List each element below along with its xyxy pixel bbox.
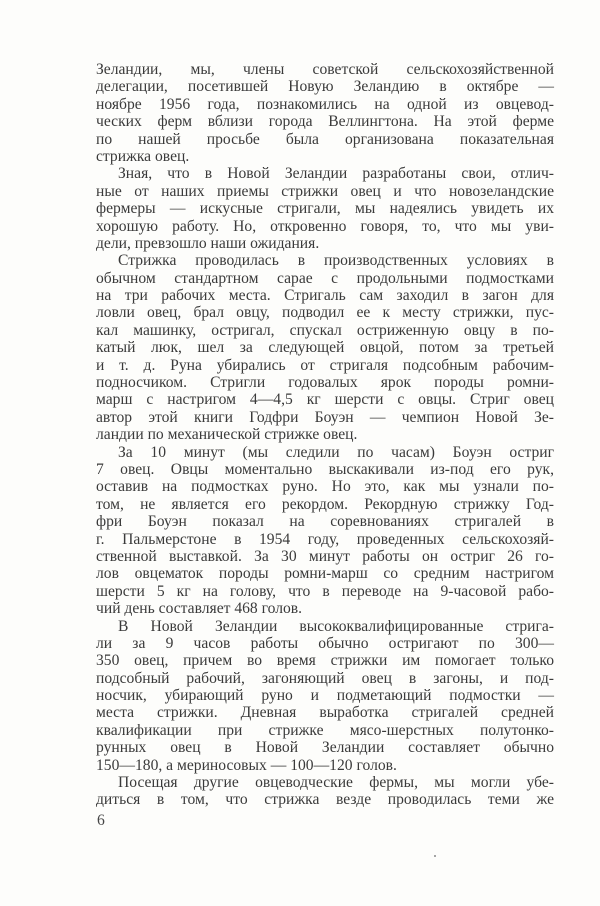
text-line: на три рабочих места. Стригаль сам заходил в загон для (96, 287, 554, 305)
text-line: ловли овец, брал овцу, подводил ее к месту стрижки, пус- (96, 304, 554, 322)
text-line: ландии по механической стрижке овец. (96, 426, 358, 444)
page-body (96, 61, 554, 809)
page-number: 6 (97, 812, 105, 829)
text-line: подносчиком. Стригли годовалых ярок породы ромни- (96, 374, 554, 392)
text-line: обычном стандартном сарае с продольными подмостками (96, 269, 554, 287)
paragraph (96, 618, 554, 775)
text-line: носчик, убирающий руно и подметающий подмостки — (96, 687, 554, 705)
text-line: ственной выставкой. За 30 минут работы он остриг 26 го- (96, 547, 554, 565)
text-line: Зная, что в Новой Зеландии разработаны свои, отлич- (118, 165, 554, 183)
text-line: марш с настригом 4—4,5 кг шерсти с овцы. Стриг овец (96, 391, 554, 409)
text-line: автор этой книги Годфри Боуэн — чемпион Новой Зе- (96, 408, 554, 426)
text-line: подсобный рабочий, загоняющий овец в загоны, и под- (96, 669, 554, 687)
text-line: рунных овец в Новой Зеландии составляет обычно (96, 739, 554, 757)
text-line: лов овцематок породы ромни-марш со средним настригом (96, 565, 554, 583)
text-line: фермеры — искусные стригали, мы надеялись увидеть их (96, 200, 554, 218)
text-line: оставив на подмостках руно. Но это, как мы узнали по- (96, 478, 554, 496)
text-line: Стрижка проводилась в производственных условиях в (118, 252, 554, 270)
text-line: фри Боуэн показал на соревнованиях стригалей в (96, 513, 554, 531)
text-line: 7 овец. Овцы моментально выскакивали из-под его рук, (96, 460, 554, 478)
text-line: ноябре 1956 года, познакомились на одной из овцевод- (96, 95, 554, 113)
paragraph (96, 774, 554, 809)
text-line: места стрижки. Дневная выработка стригалей средней (96, 704, 554, 722)
text-line: Зеландии, мы, члены советской сельскохозяйственной (96, 61, 554, 78)
text-line: ли за 9 часов работы обычно остригают по 300— (96, 634, 554, 652)
text-line: Посещая другие овцеводческие фермы, мы могли убе- (118, 774, 554, 792)
text-line: 350 овец, причем во время стрижки им помогает только (96, 652, 554, 670)
scan-speck (434, 855, 436, 857)
text-line: чий день составляет 468 голов. (96, 600, 303, 618)
paragraph (96, 444, 554, 618)
paragraph (96, 165, 554, 252)
text-line: делегации, посетившей Новую Зеландию в октябре — (96, 78, 554, 96)
text-line: В Новой Зеландии высококвалифицированные стрига- (118, 617, 554, 635)
paragraph (96, 61, 554, 165)
text-line: ные от наших приемы стрижки овец и что новозеландские (96, 182, 554, 200)
text-line: катый люк, шел за следующей овцой, потом за третьей (96, 339, 554, 357)
text-line: по нашей просьбе была организована показательная (96, 130, 554, 148)
text-line: За 10 минут (мы следили по часам) Боуэн остриг (118, 443, 554, 461)
text-line: г. Пальмерстоне в 1954 году, проведенных сельскохозяй- (96, 530, 554, 548)
text-line: диться в том, что стрижка везде проводилась теми же (96, 791, 554, 809)
text-line: том, не является его рекордом. Рекордную стрижку Год- (96, 495, 554, 513)
text-line: шерсти 5 кг на голову, что в переводе на 9-часовой рабо- (96, 582, 554, 600)
text-line: хорошую работу. Но, откровенно говоря, то, что мы уви- (96, 217, 554, 235)
text-line: квалификации при стрижке мясо-шерстных полутонко- (96, 721, 554, 739)
text-line: и т. д. Руна убирались от стригаля подсобным рабочим- (96, 356, 554, 374)
text-line: дели, превзошло наши ожидания. (96, 234, 320, 252)
text-line: кал машинку, остригал, спускал остриженную овцу в по- (96, 321, 554, 339)
text-line: стрижка овец. (96, 147, 190, 165)
text-line: 150—180, а мериносовых — 100—120 голов. (96, 756, 397, 774)
text-line: ческих ферм вблизи города Веллингтона. На этой ферме (96, 113, 554, 131)
paragraph (96, 252, 554, 443)
